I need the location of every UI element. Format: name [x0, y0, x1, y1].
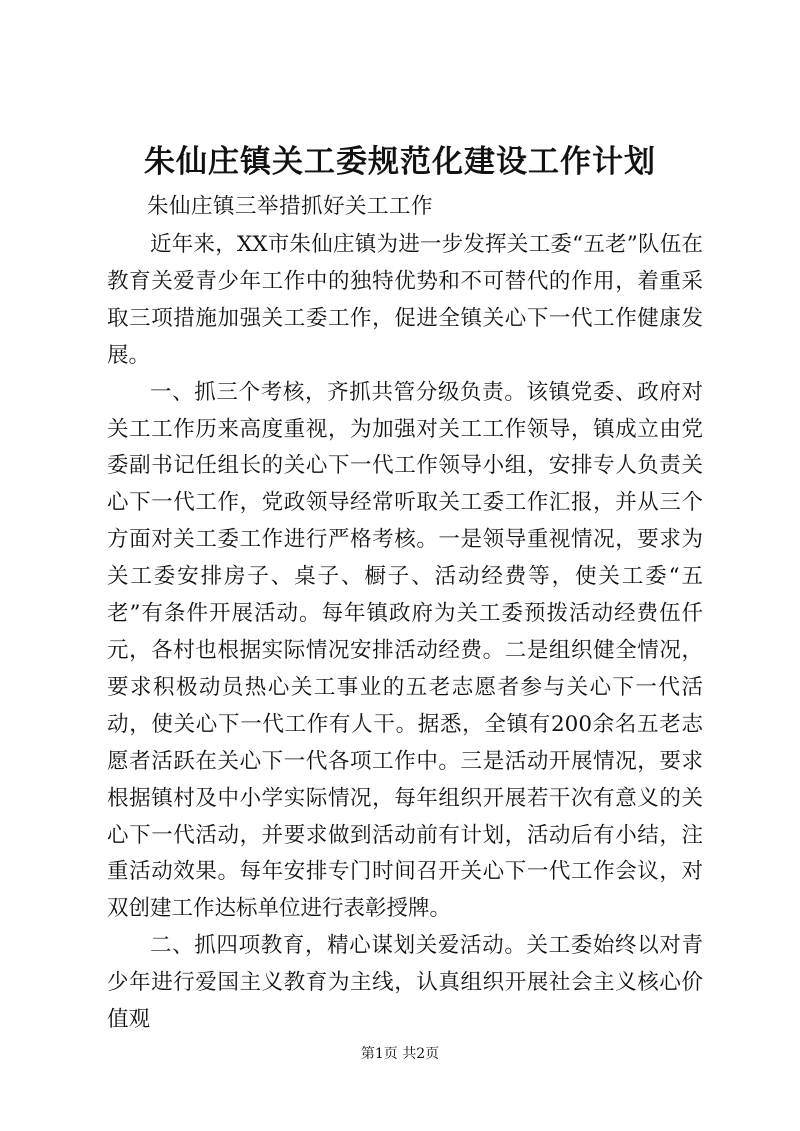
page-number-footer: 第1页 共2页 [360, 1046, 440, 1062]
paragraph-section-2: 二、抓四项教育，精心谋划关爱活动。关工委始终以对青少年进行爱国主义教育为主线，认真组织开展社会主义核心价值观 [107, 933, 703, 1033]
document-body [107, 227, 703, 1039]
document-title: 朱仙庄镇关工委规范化建设工作计划 [144, 144, 656, 180]
document-subtitle: 朱仙庄镇三举措抓好关工工作 [147, 194, 434, 219]
paragraph-intro: 近年来，XX市朱仙庄镇为进一步发挥关工委“五老”队伍在教育关爱青少年工作中的独特优势和不可替代的作用，着重采取三项措施加强关工委工作，促进全镇关心下一代工作健康发展。 [107, 232, 703, 368]
paragraph-section-1: 一、抓三个考核，齐抓共管分级负责。该镇党委、政府对关工工作历来高度重视，为加强对关工工作领导，镇成立由党委副书记任组长的关心下一代工作领导小组，安排专人负责关心下一代工作，党政领导经常听取关工委工作汇报，并从三个方面对关工委工作进行严格考核。一是领导重视情况，要求为关工委安排房子、桌子、橱子、活动经费等，使关工委“五老”有条件开展活动。每年镇政府为关工委预拨活动经费伍仟元，各村也根据实际情况安排活动经费。二是组织健全情况，要求积极动员热心关工事业的五老志愿者参与关心下一代活动，使关心下一代工作有人干。据悉，全镇有200余名五老志愿者活跃在关心下一代各项工作中。三是活动开展情况，要求根据镇村及中小学实际情况，每年组织开展若干次有意义的关心下一代活动，并要求做到活动前有计划，活动后有小结，注重活动效果。每年安排专门时间召开关心下一代工作会议，对双创建工作达标单位进行表彰授牌。 [107, 379, 703, 922]
